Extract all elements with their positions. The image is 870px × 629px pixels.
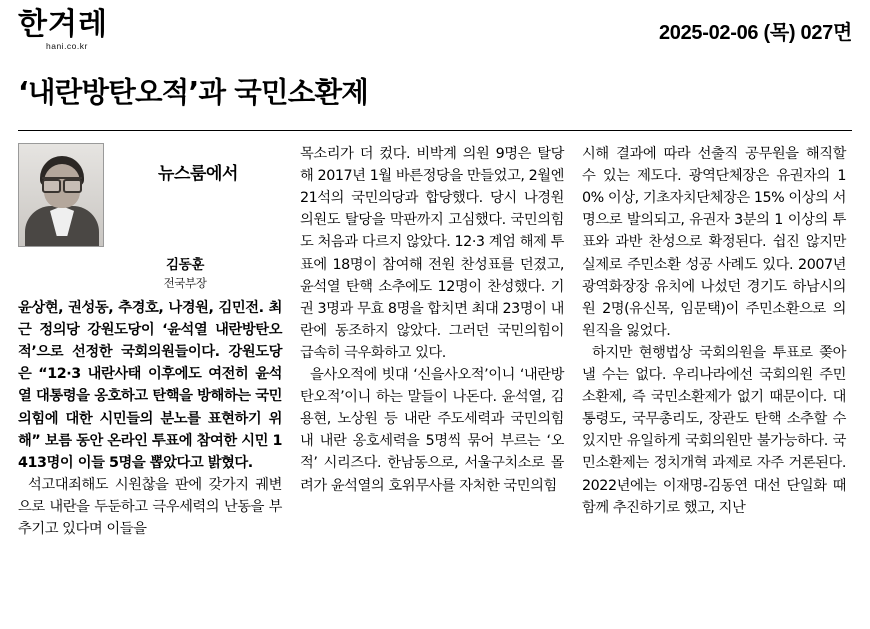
author-info [18, 253, 282, 291]
paragraph: 시해 결과에 따라 선출직 공무원을 해직할 수 있는 제도다. 광역단체장은 유권자의 10% 이상, 기초자치단체장은 15% 이상의 서명으로 발의되고, 유권자 3분의 1 이상의 투표와 과반 찬성으로 확정된다. 쉽진 않지만 실제로 주민소환 성공 사례도 있다. 2007년 광역화장장 유치에 나섰던 경기도 하남시의원 2명(유신목, 임문택)이 주민소환으로 의원직을 잃었다. [582, 146, 846, 339]
logo-wordmark: 한겨레 [18, 7, 108, 42]
glasses-icon [42, 177, 82, 188]
column-3 [582, 143, 846, 613]
paragraph: 윤상현, 권성동, 추경호, 나경원, 김민전. 최근 정의당 강원도당이 ‘윤석열 내란방탄오적’으로 선정한 국회의원들이다. 강원도당은 “12·3 내란사태 이후에도 여전히 윤석열 대통령을 옹호하고 탄핵을 방해하는 국민의힘에 대한 시민들의 분노를 표현하기 위해” 보름 동안 온라인 투표에 참여한 시민 1413명이 이들 5명을 뽑았다고 밝혔다. [18, 300, 282, 471]
page-title: ‘내란방탄오적’과 국민소환제 [18, 76, 368, 109]
column-1-body [18, 297, 282, 540]
author-portrait-photo [18, 143, 104, 247]
paragraph: 하지만 현행법상 국회의원을 투표로 쫒아낼 수는 없다. 우리나라에선 국회의원 주민소환제, 즉 국민소환제가 없기 때문이다. 대통령도, 국무총리도, 장관도 탄핵 소추할 수 있지만 유일하게 국회의원만 불가능하다. 국민소환제는 정치개혁 과제로 자주 거론된다. 2022년에는 이재명-김동연 대선 단일화 때 함께 추진하기로 했고, 지난 [582, 344, 846, 516]
column-section-label: 뉴스룸에서 [157, 164, 239, 185]
column-1 [18, 143, 282, 613]
paragraph: 석고대죄해도 시원찮을 판에 갖가지 궤변으로 내란을 두둔하고 극우세력의 난동을 부추기고 있다며 이들을 [18, 476, 282, 538]
author-role: 전국부장 [163, 276, 207, 291]
header-divider [18, 130, 852, 131]
paragraph: 목소리가 더 컸다. 비박계 의원 9명은 탈당해 2017년 1월 바른정당을 만들었고, 2월엔 21석의 국민의당과 합당했다. 당시 나경원 의원도 탈당을 막판까지 고심했다. 국민의힘도 처음과 다르지 않았다. 12·3 계엄 해제 투표에 18명이 참여해 전원 찬성표를 던졌고, 윤석열 탄핵 소추에도 12명이 찬성했다. 기권 3명과 무효 8명을 합치면 최대 23명이 내란에 동조하지 않았다. 그러던 국민의힘이 급속히 극우화하고 있다. [300, 146, 564, 361]
byline-block [18, 143, 282, 291]
hankyoreh-logo[interactable] [18, 7, 108, 51]
masthead [18, 7, 852, 56]
author-name: 김동훈 [166, 257, 204, 274]
column-2 [300, 143, 564, 613]
article-columns [18, 143, 852, 613]
logo-url: hani.co.kr [46, 41, 88, 51]
issue-date: 2025-02-06 (목) 027면 [658, 22, 852, 44]
paragraph: 을사오적에 빗대 ‘신을사오적’이니 ‘내란방탄오적’이니 하는 말들이 나돈다. 윤석열, 김용현, 노상원 등 내란 주도세력과 국민의힘 내 내란 옹호세력을 5명씩 묶어 부르는 ‘오적’ 시리즈다. 한남동으로, 서울구치소로 몰려가 윤석열의 호위무사를 자처한 국민의힘 [300, 367, 564, 494]
